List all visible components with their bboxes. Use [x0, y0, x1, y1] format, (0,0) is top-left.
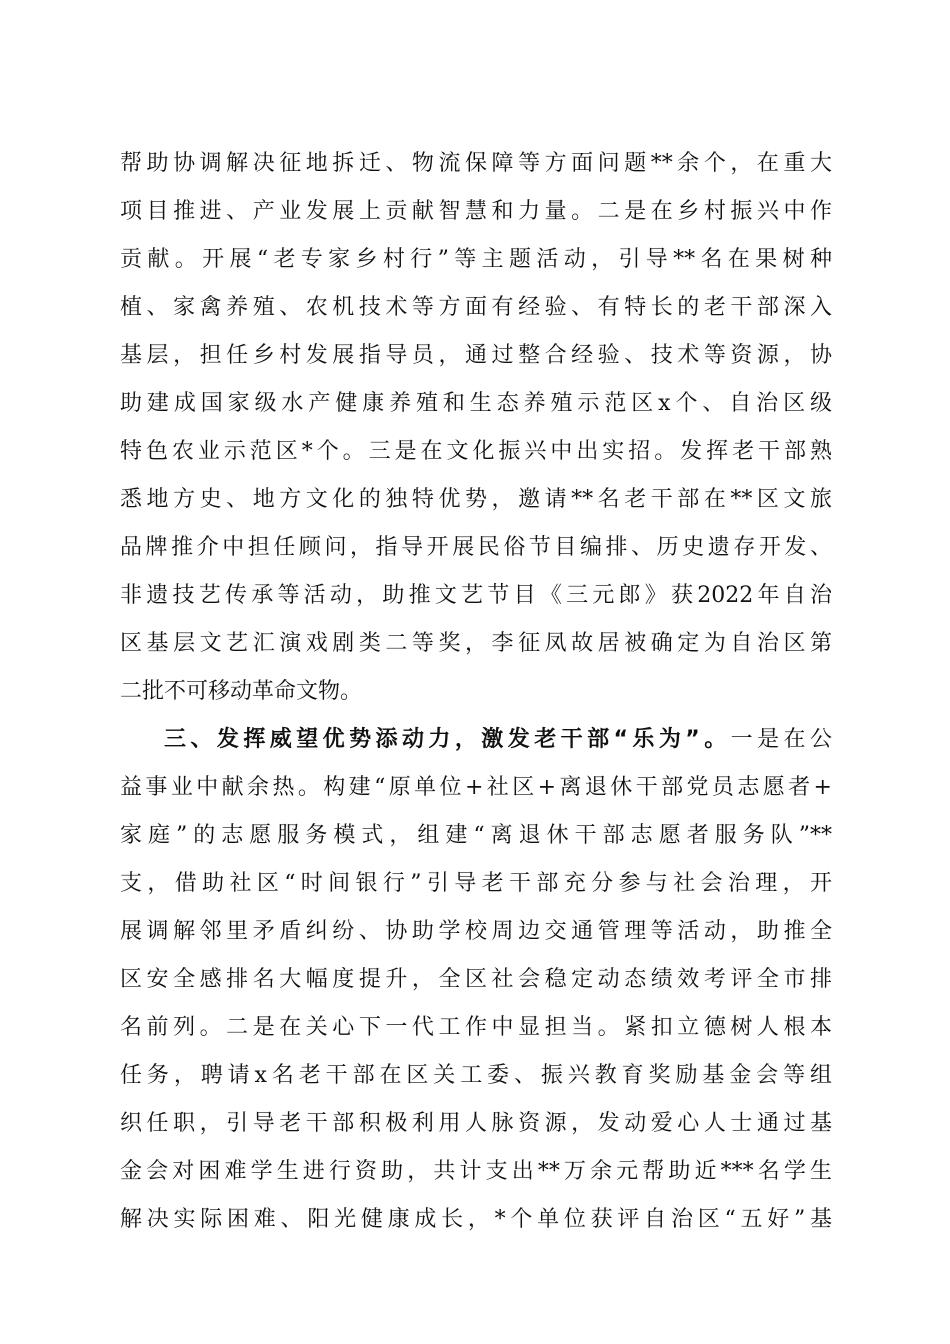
text-line: 项目推进、产业发展上贡献智慧和力量。二是在乡村振兴中作 — [120, 199, 832, 224]
text-line: 帮助协调解决征地拆迁、物流保障等方面问题**余个，在重大 — [120, 151, 832, 176]
text-line: 二批不可移动革命文物。 — [120, 679, 363, 704]
text-line: 品牌推介中担任顾问，指导开展民俗节目编排、历史遗存开发、 — [120, 535, 832, 560]
text-line: 织任职，引导老干部积极利用人脉资源，发动爱心人士通过基 — [120, 1111, 832, 1136]
section-heading: 三、发挥威望优势添动力，激发老干部“乐为”。 — [164, 727, 731, 752]
text-line: 贡献。开展“老专家乡村行”等主题活动，引导**名在果树种 — [120, 247, 832, 272]
text-line: 特色农业示范区*个。三是在文化振兴中出实招。发挥老干部熟 — [120, 439, 832, 464]
text-line: 支，借助社区“时间银行”引导老干部充分参与社会治理，开 — [120, 871, 832, 896]
text-fragment: 一是在公 — [730, 727, 832, 752]
text-line: 任务，聘请x名老干部在区关工委、振兴教育奖励基金会等组 — [120, 1063, 832, 1088]
text-line: 金会对困难学生进行资助，共计支出**万余元帮助近***名学生 — [120, 1159, 832, 1184]
text-line: 益事业中献余热。构建“原单位+社区+离退休干部党员志愿者+ — [120, 775, 832, 800]
text-line: 解决实际困难、阳光健康成长，*个单位获评自治区“五好”基 — [120, 1207, 832, 1232]
document-body — [120, 140, 832, 1244]
section-heading-line — [120, 716, 832, 764]
text-line: 非遗技艺传承等活动，助推文艺节目《三元郎》获2022年自治 — [120, 583, 832, 608]
text-line: 基层，担任乡村发展指导员，通过整合经验、技术等资源，协 — [120, 343, 832, 368]
text-line: 区基层文艺汇演戏剧类二等奖，李征凤故居被确定为自治区第 — [120, 631, 832, 656]
text-line: 区安全感排名大幅度提升，全区社会稳定动态绩效考评全市排 — [120, 967, 832, 992]
text-line: 名前列。二是在关心下一代工作中显担当。紧扣立德树人根本 — [120, 1015, 832, 1040]
text-line: 展调解邻里矛盾纠纷、协助学校周边交通管理等活动，助推全 — [120, 919, 832, 944]
text-line: 助建成国家级水产健康养殖和生态养殖示范区x个、自治区级 — [120, 391, 832, 416]
text-line: 家庭”的志愿服务模式，组建“离退休干部志愿者服务队”** — [120, 823, 832, 848]
text-line: 悉地方史、地方文化的独特优势，邀请**名老干部在**区文旅 — [120, 487, 832, 512]
text-line: 植、家禽养殖、农机技术等方面有经验、有特长的老干部深入 — [120, 295, 832, 320]
